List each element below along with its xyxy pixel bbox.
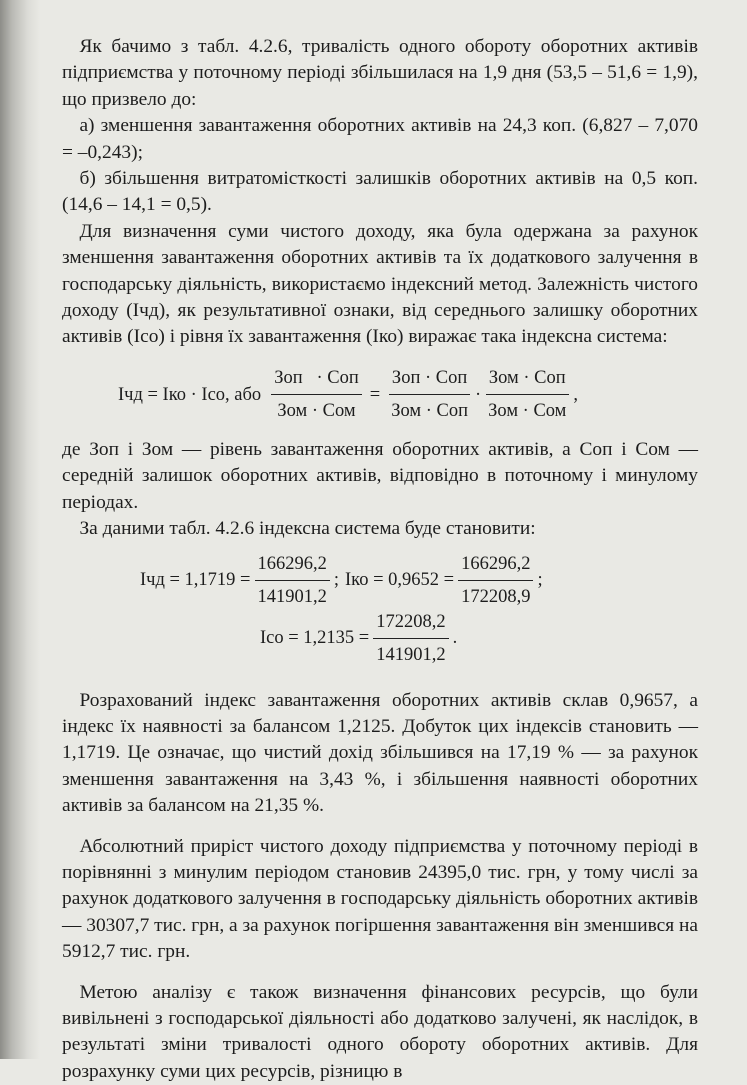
paragraph-4: Для визначення суми чистого доходу, яка була одержана за рахунок зменшення завантаження оборотних активів та їх додаткового залучення в господарську діяльність, використаємо індексний метод. Залежність чистого доходу (Ічд), як результативної ознаки, від середнього залишку оборотних активів (Ісо) і рівня їх завантаження (Іко) виражає така індексна система: — [62, 220, 698, 348]
page-binding-shadow — [0, 0, 40, 1059]
paragraph-7: Розрахований індекс завантаження оборотних активів склав 0,9657, а індекс їх наявності за балансом 1,2125. Добуток цих індексів становить — 1,1719. Це означає, що чистий дохід збільшився на 17,19 % — за рахунок зменшення завантаження на 3,43 %, і збільшення наявності оборотних активів за балансом на 21,35 %. — [62, 689, 698, 817]
fraction-3-denominator: Зом · Сом — [488, 401, 567, 422]
ichd-numerator: 166296,2 — [255, 551, 330, 581]
fraction-3-numerator: Зом · Соп — [486, 365, 569, 395]
fraction-2 — [388, 365, 471, 425]
ichd-denominator: 141901,2 — [257, 586, 327, 607]
paragraph-1: Як бачимо з табл. 4.2.6, тривалість одного обороту оборотних активів підприємства у поточному періоді збільшилася на 1,9 дня (53,5 – 51,6 = 1,9), що призвело до: — [62, 36, 698, 110]
iko-denominator: 172208,9 — [461, 586, 531, 607]
iko-numerator: 166296,2 — [458, 551, 533, 581]
formula-equals: = — [369, 384, 381, 405]
fraction-1-denominator: Зом · Сом — [277, 401, 356, 422]
iko-expression: Іко = 0,9652 = — [345, 570, 455, 591]
formula-dot: · — [474, 384, 482, 405]
final-period: . — [452, 628, 458, 649]
paragraph-2: а) зменшення завантаження оборотних активів на 24,3 коп. (6,827 – 7,070 = –0,243); — [62, 115, 698, 163]
fraction-1 — [271, 365, 362, 425]
paragraph-8: Абсолютний приріст чистого доходу підприємства у поточному періоді в порівнянні з минулим періодом становив 24395,0 тис. грн, у тому числі за рахунок додаткового залучення в господарську діяльність оборотних активів — 30307,7 тис. грн, а за рахунок погіршення завантаження він зменшився на 5912,7 тис. грн. — [62, 835, 698, 963]
page-body — [62, 34, 698, 1085]
fraction-2-numerator: Зоп · Соп — [389, 365, 470, 395]
iko-fraction — [458, 551, 533, 611]
fraction-3 — [485, 365, 569, 425]
fraction-1-numerator: Зоп · Соп — [271, 365, 362, 395]
ico-fraction — [373, 609, 448, 669]
fraction-2-denominator: Зом · Соп — [391, 401, 468, 422]
index-system-formula — [62, 361, 698, 431]
ichd-fraction — [255, 551, 330, 611]
formula-lhs: Ічд = Іко · Ісо, або — [118, 384, 262, 405]
ico-denominator: 141901,2 — [376, 644, 446, 665]
ico-numerator: 172208,2 — [373, 609, 448, 639]
paragraph-5: де Зоп і Зом — рівень завантаження оборотних активів, а Соп і Сом — середній залишок оборотних активів, відповідно в поточному і минулому періодах. — [62, 438, 698, 513]
paragraph-6: За даними табл. 4.2.6 індексна система буде становити: — [79, 518, 536, 540]
ico-expression: Ісо = 1,2135 = — [260, 628, 370, 649]
index-values-formula — [62, 549, 698, 667]
separator: ; — [333, 570, 340, 591]
formula-comma: , — [573, 384, 579, 405]
paragraph-3: б) збільшення витратомісткості залишків оборотних активів на 0,5 коп. (14,6 – 14,1 = 0,5). — [62, 168, 698, 216]
paragraph-9: Метою аналізу є також визначення фінансових ресурсів, що були вивільнені з господарської діяльності або додатково залучені, як наслідок, в результаті зміни тривалості одного обороту оборотних активів. Для розрахунку суми цих ресурсів, різницю в — [62, 981, 698, 1082]
ichd-expression: Ічд = 1,1719 = — [140, 570, 251, 591]
separator-end: ; — [537, 570, 543, 591]
